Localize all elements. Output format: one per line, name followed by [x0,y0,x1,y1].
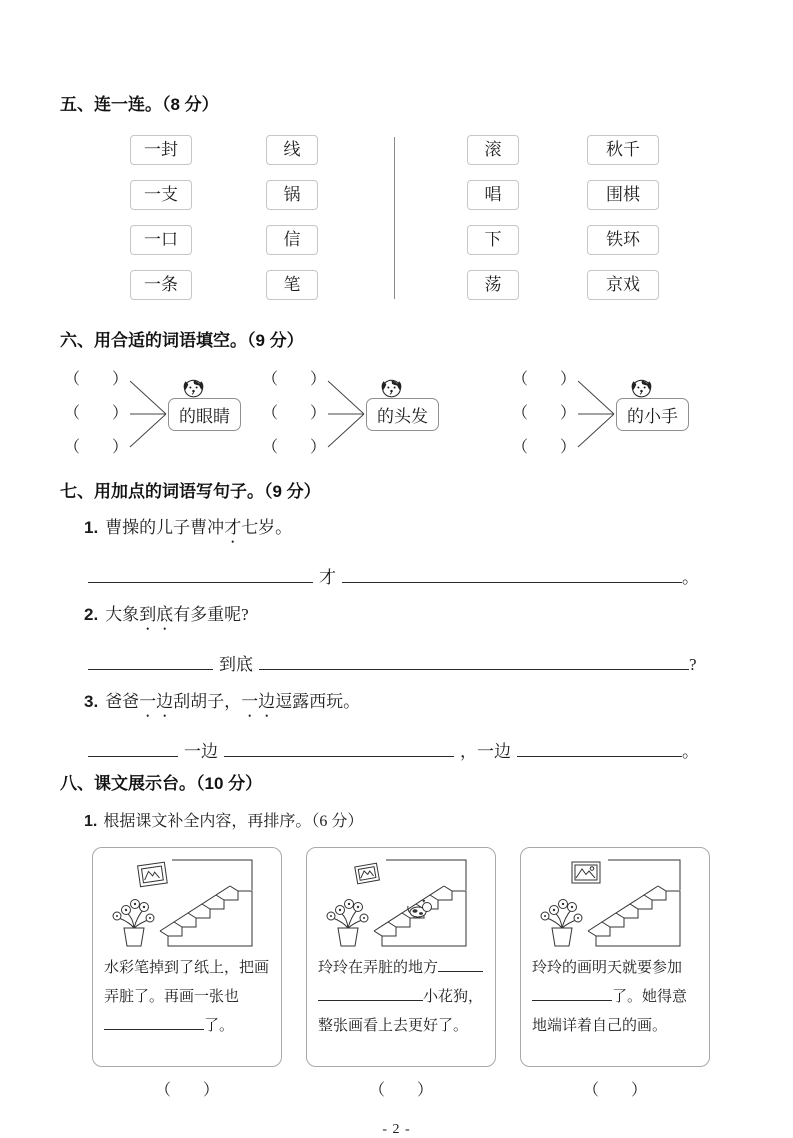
fill-blank-unit-hands [512,363,689,465]
match-word: 滚 [467,135,519,165]
emphasized-word: 一边 [241,692,276,712]
story-card-2 [306,847,496,1067]
sentence-text: 逗露西玩。 [275,692,361,712]
connector-lines-icon [130,364,166,464]
fill-in-blank [318,987,423,1001]
match-word: 铁环 [587,225,659,255]
section-sentence-writing [60,477,733,763]
phrase-box: 的小手 [616,398,689,431]
matching-grid [130,135,733,300]
end-punctuation: ? [689,655,697,675]
answer-paren: （ ） [512,371,577,388]
connector-lines-icon [578,364,614,464]
question-number: 1. [84,518,99,537]
answer-line-2 [88,654,733,676]
puppy-icon [378,376,405,399]
card-text-part: 了。 [204,1018,235,1035]
match-word: 秋千 [587,135,659,165]
answer-paren: （ ） [262,405,327,422]
potted-plant-icon [113,900,154,947]
match-column-verbs [467,135,519,300]
match-word: 一封 [130,135,192,165]
card-text [532,954,698,1041]
potted-plant-icon [327,900,368,947]
match-word: 京戏 [587,270,659,300]
question-number: 2. [84,605,99,625]
answer-blank [517,741,682,757]
order-answer-paren: （ ） [154,1082,219,1100]
match-word: 线 [266,135,318,165]
sentence-text: 七岁。 [241,518,293,537]
wall-lines [172,860,252,890]
emphasized-word: 一边 [139,692,174,712]
section6-title: 六、用合适的词语填空。（9 分） [60,331,304,350]
picture-frame-icon [138,863,168,888]
card-text [104,954,270,1041]
match-word: 围棋 [587,180,659,210]
match-word: 笔 [266,270,318,300]
answer-blank [342,567,682,583]
wall-lines [608,860,680,890]
match-word: 一口 [130,225,192,255]
section5-title: 五、连一连。（8 分） [60,95,219,114]
match-column-objects [587,135,659,300]
card-text-part: 小花狗，整张画看上去更好了。 [318,989,484,1035]
answer-paren: （ ） [262,439,327,456]
match-word: 唱 [467,180,519,210]
question-2 [84,603,733,634]
card-text [318,954,484,1041]
card-text-part: 玲玲的画明天就要参加 [532,960,683,977]
phrase-label-wrap [366,398,439,431]
match-column-nouns [266,135,318,300]
fill-blank-diagram [60,363,733,469]
sentence-text: 刮胡子， [173,692,242,712]
room-stairs-illustration [106,856,268,950]
blank-parens [512,363,576,465]
match-word: 信 [266,225,318,255]
blank-parens [64,363,128,465]
section-text-display [60,769,733,1100]
story-card-1 [92,847,282,1067]
puppy-icon [180,376,207,399]
answer-paren: （ ） [262,371,327,388]
picture-frame-icon [572,862,600,883]
fill-blank-unit-eyes [64,363,241,465]
sentence-text: 爸爸 [105,692,140,712]
order-answer-paren: （ ） [582,1082,647,1100]
room-stairs-illustration [534,856,696,950]
subquestion-text: 根据课文补全内容，再排序。（6 分） [103,813,364,831]
match-column-measure-words [130,135,192,300]
answer-line-3 [88,741,733,763]
staircase-icon [588,886,680,946]
story-card-3 [520,847,710,1067]
section7-title: 七、用加点的词语写句子。（9 分） [60,482,321,501]
connector-lines-icon [328,364,364,464]
page-number: - 2 - [382,1122,411,1138]
sentence-text: 有多重呢? [173,605,249,625]
end-punctuation: 。 [682,742,699,762]
story-cards [92,847,733,1067]
potted-plant-icon [541,900,582,947]
section8-title: 八、课文展示台。（10 分） [60,774,263,794]
given-word: 到底 [219,655,253,675]
phrase-box: 的眼睛 [168,398,241,431]
picture-frame-icon [355,864,380,885]
card-text-part: 玲玲在弄脏的地方 [318,960,439,977]
fill-blank-unit-hair [262,363,439,465]
blank-parens [262,363,326,465]
fill-in-blank [104,1016,204,1030]
question-number: 3. [84,692,99,712]
answer-paren: （ ） [64,439,129,456]
wall-lines [386,860,466,890]
answer-line-1 [88,567,733,589]
sentence-text: 大象 [105,605,140,625]
answer-blank [224,741,454,757]
end-punctuation: 。 [682,568,699,588]
answer-blank [259,654,689,670]
puppy-icon [628,376,655,399]
question-number: 1. [84,813,98,831]
match-word: 荡 [467,270,519,300]
column-divider [394,137,395,299]
subquestion-1 [84,808,733,831]
emphasized-word: 到底 [139,605,174,625]
match-word: 锅 [266,180,318,210]
question-1 [84,516,733,547]
fill-in-blank [438,958,483,972]
answer-paren: （ ） [512,439,577,456]
given-word: ，一边 [460,742,511,762]
card-text-part: 水彩笔掉到了纸上，把画弄脏了。再画一张也 [104,960,270,1006]
ordering-answers [92,1077,733,1100]
fill-in-blank [532,987,612,1001]
answer-blank [88,654,213,670]
match-word: 一支 [130,180,192,210]
staircase-icon [160,886,252,946]
sentence-text: 曹操的儿子曹冲 [105,518,225,537]
answer-paren: （ ） [512,405,577,422]
card-text-part: 了。她得意地端详着自己的画。 [532,989,688,1035]
answer-paren: （ ） [64,371,129,388]
phrase-box: 的头发 [366,398,439,431]
answer-blank [88,567,313,583]
question-3 [84,690,733,721]
section-matching [60,90,733,300]
phrase-label-wrap [616,398,689,431]
emphasized-word: 才 [224,518,242,537]
given-word: 才 [319,568,336,588]
match-word: 一条 [130,270,192,300]
answer-blank [88,741,178,757]
given-word: 一边 [184,742,218,762]
match-word: 下 [467,225,519,255]
room-stairs-dog-illustration [320,856,482,950]
order-answer-paren: （ ） [368,1082,433,1100]
phrase-label-wrap [168,398,241,431]
section-fill-blanks [60,326,733,469]
answer-paren: （ ） [64,405,129,422]
